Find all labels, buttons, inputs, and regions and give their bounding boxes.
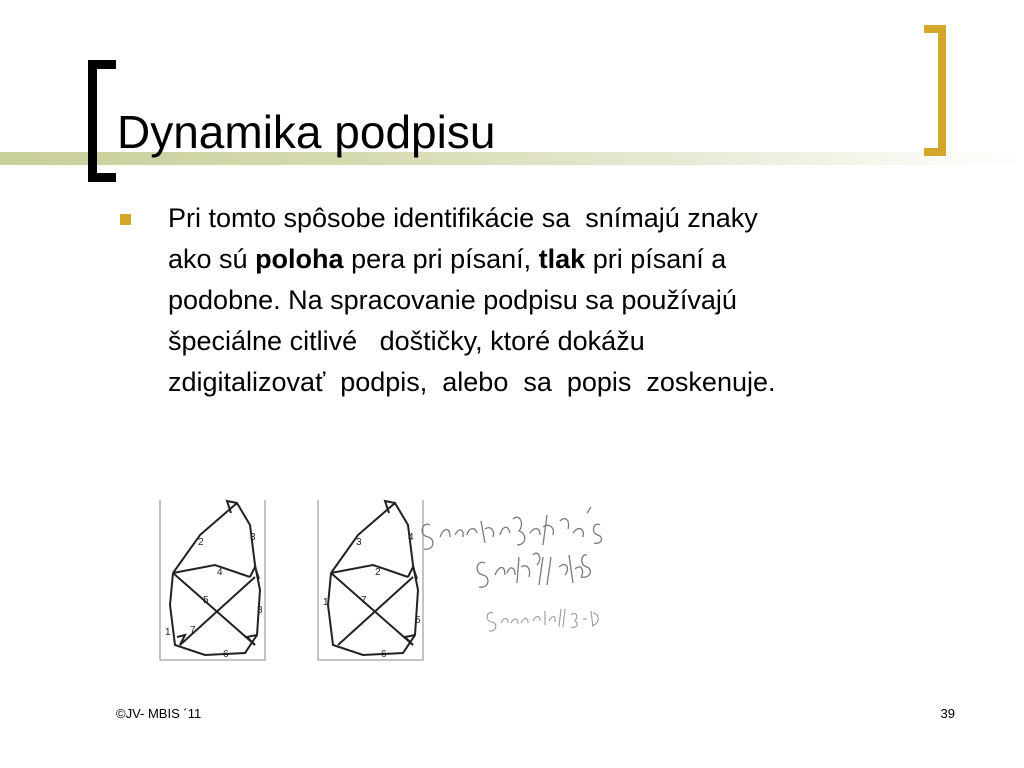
bullet-line-2-part-c: pri písaní a <box>585 244 727 274</box>
stroke-number: 4 <box>217 567 223 578</box>
bullet-line-2-part-b: pera pri písaní, <box>343 244 539 274</box>
bold-term-tlak: tlak <box>538 244 586 274</box>
right-bracket-decoration <box>924 25 946 156</box>
bullet-line-1: Pri tomto spôsobe identifikácie sa snímajú znaky <box>168 203 758 233</box>
signature-sample-2 <box>477 553 590 587</box>
bullet-line-3: podobne. Na spracovanie podpisu sa používajú <box>168 285 737 315</box>
stroke-number: 1 <box>323 597 329 608</box>
slide-title: Dynamika podpisu <box>117 106 496 158</box>
stroke-number: 3 <box>356 537 362 548</box>
left-bracket-decoration <box>88 60 116 182</box>
stroke-diagram-right <box>318 500 423 660</box>
bullet-square-icon <box>120 214 131 225</box>
signature-sample-3 <box>487 609 598 631</box>
stroke-number: 6 <box>381 649 387 660</box>
stroke-numbers-left <box>165 532 263 660</box>
stroke-number: 2 <box>375 567 381 578</box>
stroke-diagram-left <box>160 500 265 660</box>
signature-sample-1 <box>422 507 601 549</box>
bold-term-poloha: poloha <box>255 244 344 274</box>
stroke-number: 7 <box>190 625 196 636</box>
bullet-line-2-part-a: ako sú <box>168 244 256 274</box>
stroke-number: 4 <box>408 532 414 543</box>
bullet-line-2 <box>168 239 968 280</box>
footer-copyright: ©JV- MBIS ´11 <box>116 706 202 721</box>
bullet-line-5: zdigitalizovať podpis, alebo sa popis zoskenuje. <box>168 367 776 397</box>
stroke-number: 8 <box>257 605 263 616</box>
signature-dynamics-figure <box>155 495 715 670</box>
stroke-number: 5 <box>203 595 209 606</box>
bullet-text <box>168 198 968 403</box>
stroke-numbers-right <box>323 532 421 660</box>
stroke-number: 2 <box>198 537 204 548</box>
stroke-number: 7 <box>361 595 367 606</box>
stroke-number: 6 <box>223 649 229 660</box>
stroke-number: 3 <box>250 532 256 543</box>
stroke-number: 1 <box>165 627 171 638</box>
bullet-line-4: špeciálne citlivé doštičky, ktoré dokážu <box>168 326 645 356</box>
page-number: 39 <box>940 706 955 721</box>
stroke-number: 5 <box>415 615 421 626</box>
